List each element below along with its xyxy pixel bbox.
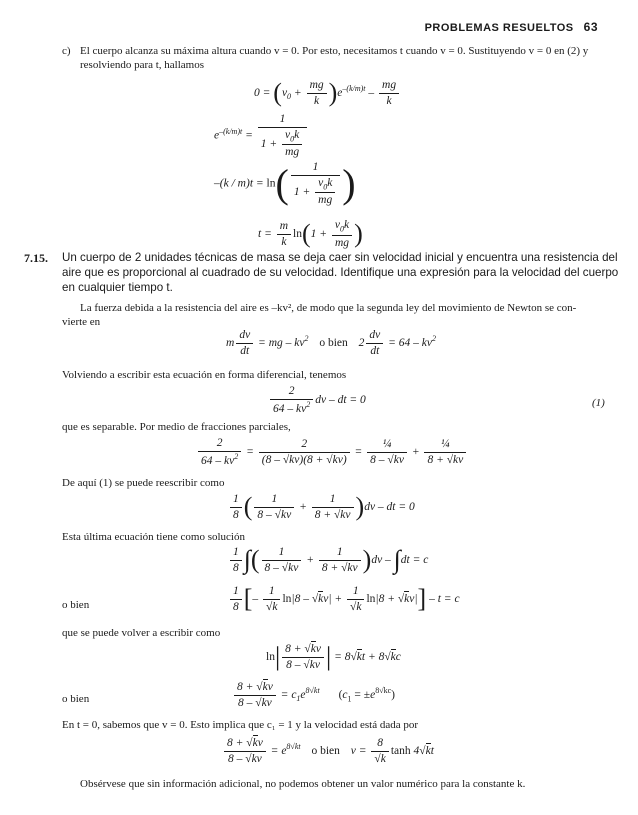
part-c-line1: El cuerpo alcanza su máxima altura cuando v = 0. Por esto, necesitamos t cuando v = 0. Sustituyendo v = 0 en (2) y: [80, 45, 589, 57]
o-bien-3: o bien: [62, 693, 90, 705]
equation-c3: –(k / m)t = ln( 1 1 + $\frac{v_0k}{mg}$ ): [214, 160, 356, 207]
equation-c2: $e^{-(k/m)t}$ = 1 1 + $\frac{v_0k}{mg}$: [214, 112, 309, 160]
equation-c4: t = $\frac{m}{k}$ ln(1 + $\frac{v_0k}{mg}$ ): [258, 219, 363, 249]
problem-statement-line1: Un cuerpo de 2 unidades técnicas de masa se deja caer sin velocidad inicial y encuentra una resistencia del: [62, 251, 618, 264]
o-bien-4: o bien: [311, 744, 340, 757]
problem-statement-line3: en cualquier tiempo t.: [62, 281, 173, 294]
equation-rewritten: $\frac{1}{8}$ ( $\frac{1}{8 - √kv}$ + $\frac{1}{8 + √kv}$ )dv – dt = 0: [228, 492, 415, 522]
problem-statement-line2: aire que es proporcional al cuadrado de su velocidad. Identifique una expresión para la velocidad del cuerpo: [62, 266, 619, 279]
equation-1: $\frac{2}{64 - kv^2}$ dv – dt = 0: [268, 384, 366, 416]
part-c-line2: resolviendo para t, hallamos: [80, 59, 205, 71]
solution-p2: Volviendo a escribir esta ecuación en forma diferencial, tenemos: [62, 369, 347, 381]
equation-exp-form: $\frac{8 + √kv}{8 - √kv}$ = $c_1e^{8√kt}$ $(c_1 = \pm e^{8√kc})$: [232, 680, 395, 710]
solution-p1-line2: vierte en: [62, 316, 101, 328]
solution-p1-line1: La fuerza debida a la resistencia del aire es –kv², de modo que la segunda ley del movimiento de Newton se con-: [80, 302, 577, 314]
solution-p6: que se puede volver a escribir como: [62, 627, 221, 639]
problem-number: 7.15.: [24, 251, 48, 265]
o-bien-1: o bien: [319, 336, 348, 349]
equation-newton: m $\frac{dv}{dt}$ = mg – $kv^2$ o bien 2 $\frac{dv}{dt}$ = $64 - kv^2$: [226, 329, 436, 357]
equation-1-label: (1): [592, 397, 605, 409]
header-title: PROBLEMAS RESUELTOS: [424, 22, 574, 34]
equation-c1: $0 = (v_0$ + $\frac{mg}{k}$ )$e^{-(k/m)t}$ – $\frac{mg}{k}$: [254, 78, 401, 108]
equation-velocity: $\frac{8 + √kv}{8 - √kv}$ = $e^{8√kt}$ o bien v = $\frac{8}{√k}$ tanh 4√kt: [222, 736, 434, 766]
solution-p4: De aquí (1) se puede reescribir como: [62, 477, 225, 489]
equation-integral: $\frac{1}{8}$ ∫( $\frac{1}{8 - √kv}$ + $\frac{1}{8 + √kv}$ )dv – ∫dt = c: [228, 545, 428, 575]
equation-log-solution: $\frac{1}{8}$ [– $\frac{1}{√k}$ ln|8 – √kv| + $\frac{1}{√k}$ ln|8 + √kv|] – t = c: [228, 584, 460, 614]
equation-partial-fractions: $\frac{2}{64 - kv^2}$ = $\frac{2}{(8 - √kv)(8 + √kv)}$ = $\frac{\text{¼}}{8 - √kv}$ + $\frac{\text{¼}}{8 + √kv}$: [196, 436, 468, 468]
page-number: 63: [583, 20, 598, 34]
running-header: [425, 20, 598, 35]
solution-p8: Obsérvese que sin información adicional, no podemos obtener un valor numérico para la constante k.: [80, 778, 526, 790]
solution-p3: que es separable. Por medio de fracciones parciales,: [62, 421, 291, 433]
equation-ln-form: ln| $\frac{8 + √kv}{8 - √kv}$ | = 8√kt + 8√kc: [266, 642, 401, 672]
solution-p7: En t = 0, sabemos que v = 0. Esto implica que c₁ = 1 y la velocidad está dada por: [62, 719, 419, 731]
part-c-label: c): [62, 45, 71, 57]
solution-p5: Esta última ecuación tiene como solución: [62, 531, 245, 543]
o-bien-2: o bien: [62, 599, 90, 611]
